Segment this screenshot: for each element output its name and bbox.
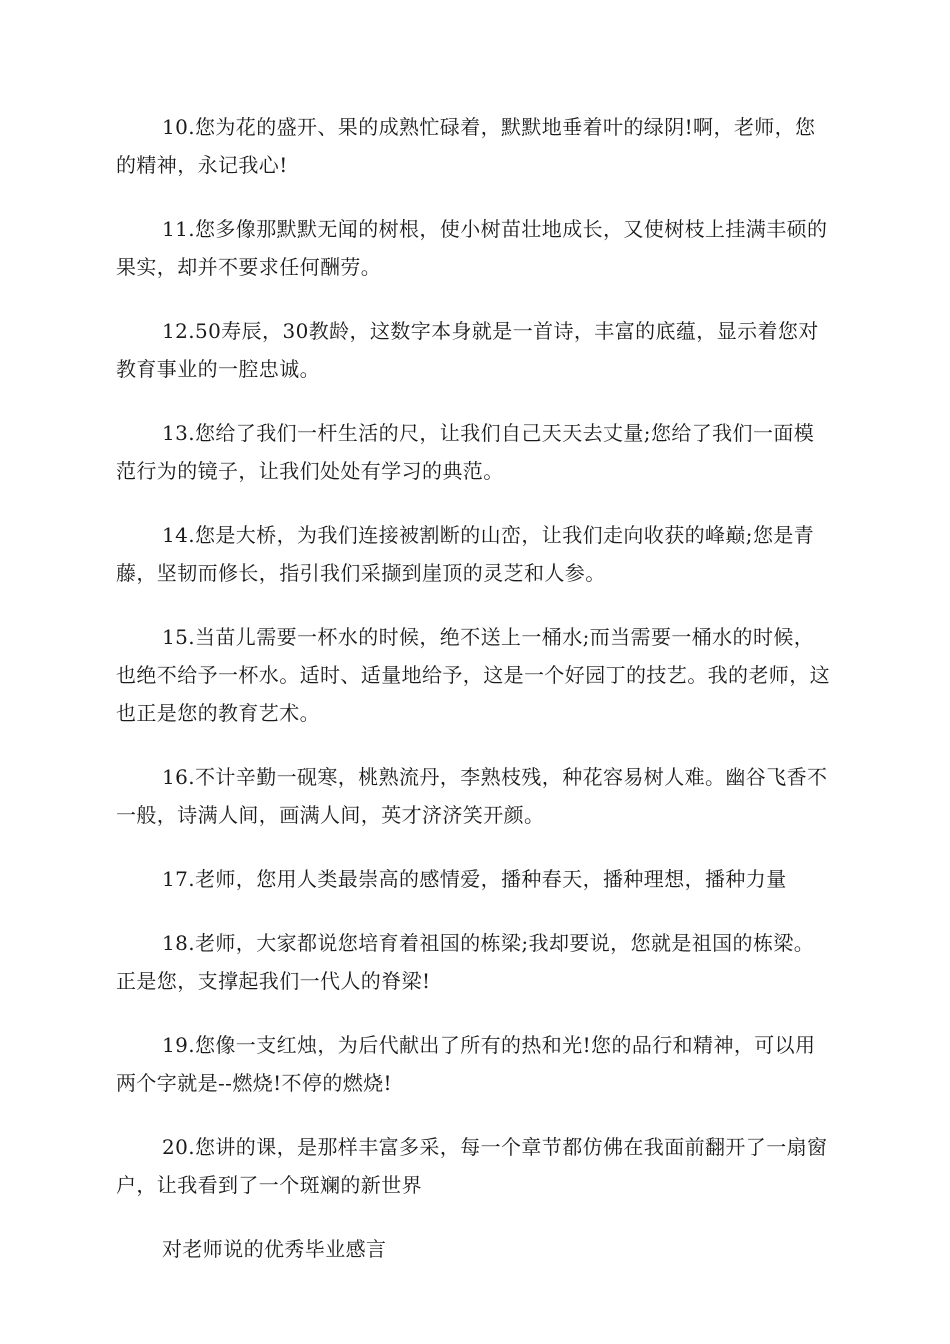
paragraph-15: 15.当苗儿需要一杯水的时候，绝不送上一桶水;而当需要一桶水的时候，也绝不给予一杯水。适时、适量地给予，这是一个好园丁的技艺。我的老师，这也正是您的教育艺术。 [116, 625, 830, 725]
section-heading: 对老师说的优秀毕业感言 [162, 1237, 387, 1261]
paragraph-11: 11.您多像那默默无闻的树根，使小树苗壮地成长，又使树枝上挂满丰硕的果实，却并不要求任何酬劳。 [116, 217, 828, 279]
paragraph-12: 12.50寿辰，30教龄，这数字本身就是一首诗，丰富的底蕴，显示着您对教育事业的一腔忠诚。 [116, 319, 819, 381]
document-body [116, 108, 834, 1294]
paragraph-20: 20.您讲的课，是那样丰富多采，每一个章节都仿佛在我面前翻开了一扇窗户，让我看到了一个斑斓的新世界 [116, 1135, 828, 1197]
paragraph-13: 13.您给了我们一杆生活的尺，让我们自己天天去丈量;您给了我们一面模范行为的镜子，让我们处处有学习的典范。 [116, 421, 815, 483]
paragraph-10: 10.您为花的盛开、果的成熟忙碌着，默默地垂着叶的绿阴!啊，老师，您的精神，永记我心! [116, 115, 816, 177]
paragraph-19: 19.您像一支红烛，为后代献出了所有的热和光!您的品行和精神，可以用两个字就是--燃烧!不停的燃烧! [116, 1033, 816, 1095]
paragraph-14: 14.您是大桥，为我们连接被割断的山峦，让我们走向收获的峰巅;您是青藤，坚韧而修长，指引我们采撷到崖顶的灵芝和人参。 [116, 523, 815, 585]
paragraph-18: 18.老师，大家都说您培育着祖国的栋梁;我却要说，您就是祖国的栋梁。正是您，支撑起我们一代人的脊梁! [116, 931, 815, 993]
paragraph-16: 16.不计辛勤一砚寒，桃熟流丹，李熟枝残，种花容易树人难。幽谷飞香不一般，诗满人间，画满人间，英才济济笑开颜。 [116, 765, 828, 827]
paragraph-17: 17.老师，您用人类最崇高的感情爱，播种春天，播种理想，播种力量 [162, 867, 787, 891]
